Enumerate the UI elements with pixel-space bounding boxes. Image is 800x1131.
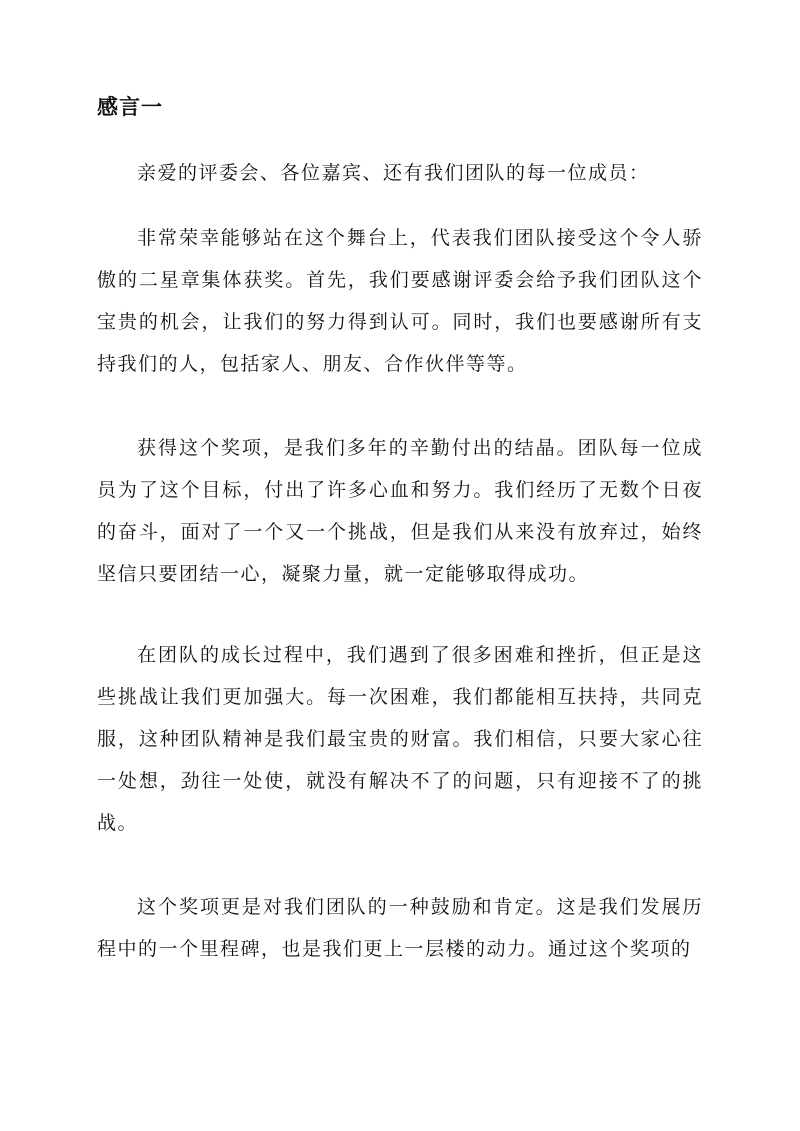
paragraph-effort: 获得这个奖项，是我们多年的辛勤付出的结晶。团队每一位成员为了这个目标，付出了许多心血和努力。我们经历了无数个日夜的奋斗，面对了一个又一个挑战，但是我们从来没有放弃过，始终坚信只要团结一心，凝聚力量，就一定能够取得成功。	[97, 437, 703, 585]
paragraph-encouragement: 这个奖项更是对我们团队的一种鼓励和肯定。这是我们发展历程中的一个里程碑，也是我们更上一层楼的动力。通过这个奖项的	[97, 896, 703, 960]
paragraph-greeting: 亲爱的评委会、各位嘉宾、还有我们团队的每一位成员：	[137, 162, 650, 184]
paragraph-thanks: 非常荣幸能够站在这个舞台上，代表我们团队接受这个令人骄傲的二星章集体获奖。首先，我们要感谢评委会给予我们团队这个宝贵的机会，让我们的努力得到认可。同时，我们也要感谢所有支持我们的人，包括家人、朋友、合作伙伴等等。	[97, 227, 703, 375]
paragraph-growth: 在团队的成长过程中，我们遇到了很多困难和挫折，但正是这些挑战让我们更加强大。每一次困难，我们都能相互扶持，共同克服，这种团队精神是我们最宝贵的财富。我们相信，只要大家心往一处想，劲往一处使，就没有解决不了的问题，只有迎接不了的挑战。	[97, 644, 703, 834]
document-heading: 感言一	[97, 94, 163, 119]
